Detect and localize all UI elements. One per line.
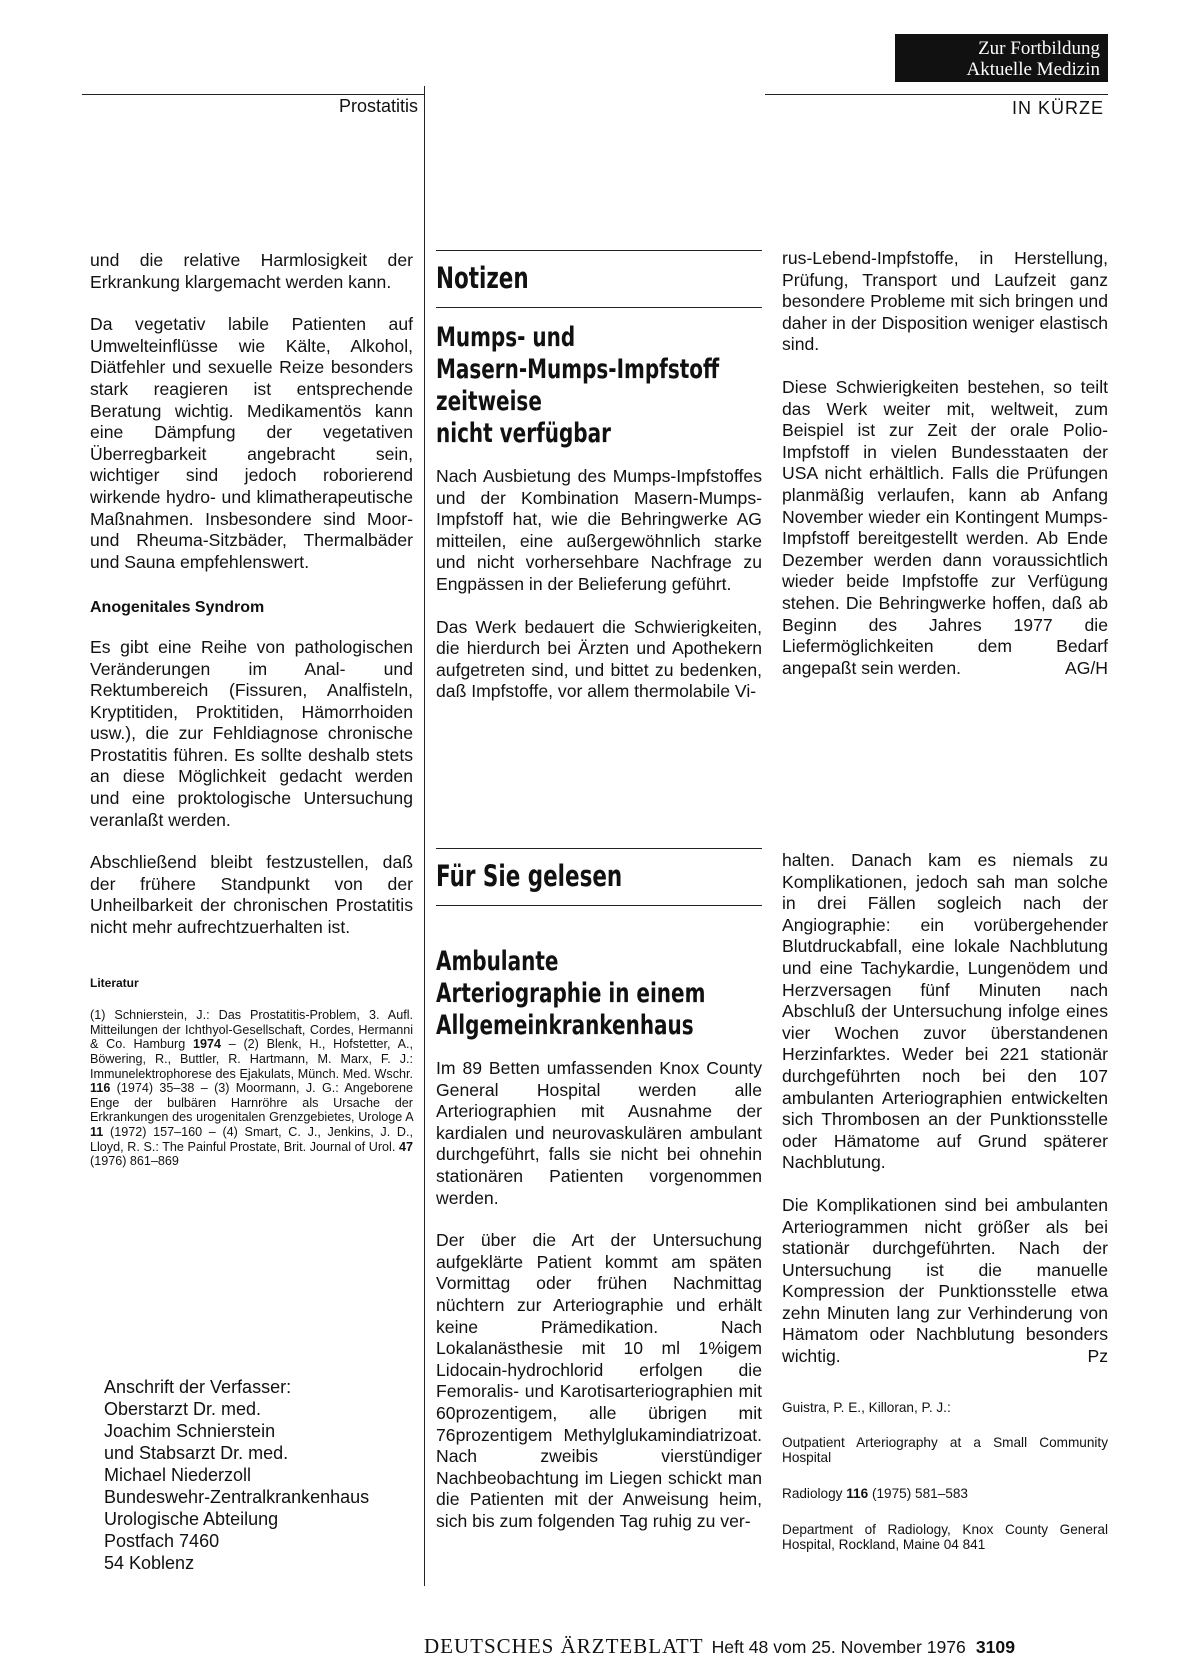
running-head-left: Prostatitis — [338, 96, 418, 116]
address-line: Anschrift der Verfasser: — [104, 1377, 292, 1397]
notizen-column-continued — [782, 248, 1108, 700]
address-line: und Stabsarzt Dr. med. — [104, 1443, 289, 1463]
header-rule-left — [82, 94, 425, 95]
section-rule — [436, 848, 762, 849]
article-title: Mumps- und Masern-Mumps-Impfstoff zeitweise nicht verfügbar — [436, 322, 720, 449]
prostatitis-column — [90, 250, 413, 1190]
literature-heading: Literatur — [90, 975, 139, 990]
address-line: Urologische Abteilung — [104, 1509, 279, 1529]
page-footer — [424, 1634, 1108, 1659]
address-line: 54 Koblenz — [104, 1553, 195, 1573]
address-line: Postfach 7460 — [104, 1531, 220, 1551]
section-rule — [436, 905, 762, 906]
author-initials: Pz — [1087, 1346, 1108, 1367]
body-paragraph: Im 89 Betten umfassenden Knox County General Hospital werden alle Arteriographien mit Ausnahme der kardialen und neurovaskulären ambulant durchgeführt, falls sie nicht bei ohnehin stationären Patienten vorgenommen werden. — [436, 1058, 762, 1208]
reference-line: Radiology 116 (1975) 581–583 — [782, 1486, 968, 1502]
author-initials: AG/H — [1064, 657, 1108, 678]
gelesen-column — [436, 848, 762, 1553]
body-paragraph: Es gibt eine Reihe von pathologischen Veränderungen im Anal- und Rektumbereich (Fissuren, Analfisteln, Kryptitiden, Proktitiden, Hämorrhoiden usw.), die zur Fehldiagnose chronische Prostatitis führen. Es sollte deshalb stets an diese Möglichkeit gedacht werden und eine proktologische Untersuchung veranlaßt werden. — [90, 636, 413, 830]
badge-line-2: Aktuelle Medizin — [966, 59, 1100, 80]
section-rule — [436, 307, 762, 308]
header-rule-right — [765, 94, 1108, 95]
address-line: Bundeswehr-Zentralkrankenhaus — [104, 1487, 370, 1507]
body-paragraph: rus-Lebend-Impfstoffe, in Herstellung, Prüfung, Transport und Laufzeit ganz besondere Probleme mit sich bringen und daher in der Disposition weniger elastisch sind. — [782, 248, 1108, 355]
address-line: Oberstarzt Dr. med. — [104, 1399, 262, 1419]
body-paragraph: Nach Ausbietung des Mumps-Impfstoffes und der Kombination Masern-Mumps-Impfstoff hat, wie die Behringwerke AG mitteilen, eine außergewöhnlich starke und nicht vorhersehbare Nachfrage zu Engpässen in der Belieferung geführt. — [436, 466, 762, 594]
journal-name: DEUTSCHES ÄRZTEBLATT — [424, 1634, 704, 1658]
author-address — [104, 1376, 369, 1574]
page-number: 3109 — [975, 1637, 1015, 1657]
notizen-column — [436, 250, 762, 724]
reference-line: Guistra, P. E., Killoran, P. J.: — [782, 1399, 951, 1415]
badge-line-1: Zur Fortbildung — [978, 38, 1100, 59]
subheading: Anogenitales Syndrom — [90, 599, 265, 617]
issue-info: Heft 48 vom 25. November 1976 — [711, 1637, 966, 1657]
section-rule — [436, 250, 762, 251]
literature-list: (1) Schnierstein, J.: Das Prostatitis-Problem, 3. Aufl. Mitteilungen der Ichthyol-Gesellschaft, Cordes, Hermanni & Co. Hamburg 1974 – (2) Blenk, H., Hofstetter, A., Böwering, R., Buttler, R. Hartmann, M. Marx, F. J.: Immunelektrophorese des Ejakulats, Münch. Med. Wschr. 116 (1974) 35–38 – (3) Moormann, J. G.: Angeborene Enge der bulbären Harnröhre als Ursache der Erkrankungen des urogenitalen Grenzgebietes, Urologe A 11 (1972) 157–160 – (4) Smart, C. J., Jenkins, J. D., Lloyd, R. S.: The Painful Prostate, Brit. Journal of Urol. 47 (1976) 861–869 — [90, 1008, 413, 1169]
body-paragraph: und die relative Harmlosigkeit der Erkrankung klargemacht werden kann. — [90, 250, 413, 292]
gelesen-column-continued — [782, 850, 1108, 1573]
address-line: Joachim Schnierstein — [104, 1421, 276, 1441]
body-paragraph: Abschließend bleibt festzustellen, daß der frühere Standpunkt von der Unheilbarkeit der chronischen Prostatitis nicht mehr aufrechtzuerhalten ist. — [90, 852, 413, 938]
section-label: Für Sie gelesen — [436, 859, 623, 893]
body-paragraph: Diese Schwierigkeiten bestehen, so teilt das Werk weiter mit, weltweit, zum Beispiel ist zur Zeit der orale Polio-Impfstoff in vielen Bundesstaaten der USA nicht erhältlich. Falls die Prüfungen planmäßig verlaufen, kann ab Anfang November wieder ein Kontingent Mumps-Impfstoff bereitgestellt werden. Ab Ende Dezember werden dann voraussichtlich wieder beide Impfstoffe zur Verfügung stehen. Die Behringwerke hoffen, daß ab Beginn des Jahres 1977 die Liefermöglichkeiten dem Bedarf angepaßt sein werden. AG/H — [782, 376, 1108, 678]
section-badge — [895, 34, 1108, 82]
section-label: Notizen — [436, 261, 529, 295]
body-paragraph: Die Komplikationen sind bei ambulanten Arteriogrammen nicht größer als bei stationär durchgeführten. Nach der Untersuchung ist die manuelle Kompression der Punktionsstelle etwa zehn Minuten lang zur Verhinderung von Hämatom oder Nachblutung besonders wichtig. Pz — [782, 1194, 1108, 1367]
body-paragraph: Da vegetativ labile Patienten auf Umwelteinflüsse wie Kälte, Alkohol, Diätfehler und sexuelle Reize besonders stark reagieren ist entsprechende Beratung wichtig. Medikamentös kann eine Dämpfung der vegetativen Überregbarkeit angebracht sein, wichtiger sind jedoch roborierend wirkende hydro- und klimatherapeutische Maßnahmen. Insbesondere sind Moor- und Rheuma-Sitzbäder, Thermalbäder und Sauna empfehlenswert. — [90, 314, 413, 572]
body-paragraph: Der über die Art der Untersuchung aufgeklärte Patient kommt am späten Vormittag oder frühen Nachmittag nüchtern zur Arteriographie und erhält keine Prämedikation. Nach Lokalanästhesie mit 10 ml 1%igem Lidocain-hydrochlorid erfolgen die Femoralis- und Karotisarteriographien mit 60prozentigem, alle übrigen mit 76prozentigem Methylglukamindiatrizoat. Nach zweibis vierstündiger Nachbeobachtung im Liegen schickt man die Patienten mit der Anweisung heim, sich bis zum folgenden Tag ruhig zu ver- — [436, 1230, 762, 1531]
reference-line: Outpatient Arteriography at a Small Community Hospital — [782, 1435, 1108, 1466]
body-paragraph: halten. Danach kam es niemals zu Komplikationen, jedoch sah man solche in drei Fällen sogleich nach der Angiographie: ein vorübergehender Blutdruckabfall, eine lokale Nachblutung und eine Tachykardie, Lungenödem und Herzversagen fünf Minuten nach Abschluß der Untersuchung infolge eines vier Wochen zuvor überstandenen Herzinfarktes. Weder bei 221 stationär durchgeführten noch bei den 107 ambulanten Arteriographien entwickelten sich Thrombosen an der Punktionsstelle oder Hämatome auf Grund späterer Nachblutung. — [782, 850, 1108, 1173]
running-head-right: IN KÜRZE — [1011, 98, 1104, 118]
address-line: Michael Niederzoll — [104, 1465, 252, 1485]
column-divider — [424, 86, 425, 1586]
body-paragraph: Das Werk bedauert die Schwierigkeiten, die hierdurch bei Ärzten und Apothekern aufgetreten sind, und bittet zu bedenken, daß Impfstoffe, vor allem thermolabile Vi- — [436, 616, 762, 702]
article-title: Ambulante Arteriographie in einem Allgemeinkrankenhaus — [436, 946, 706, 1041]
reference-line: Department of Radiology, Knox County General Hospital, Rockland, Maine 04 841 — [782, 1521, 1108, 1552]
